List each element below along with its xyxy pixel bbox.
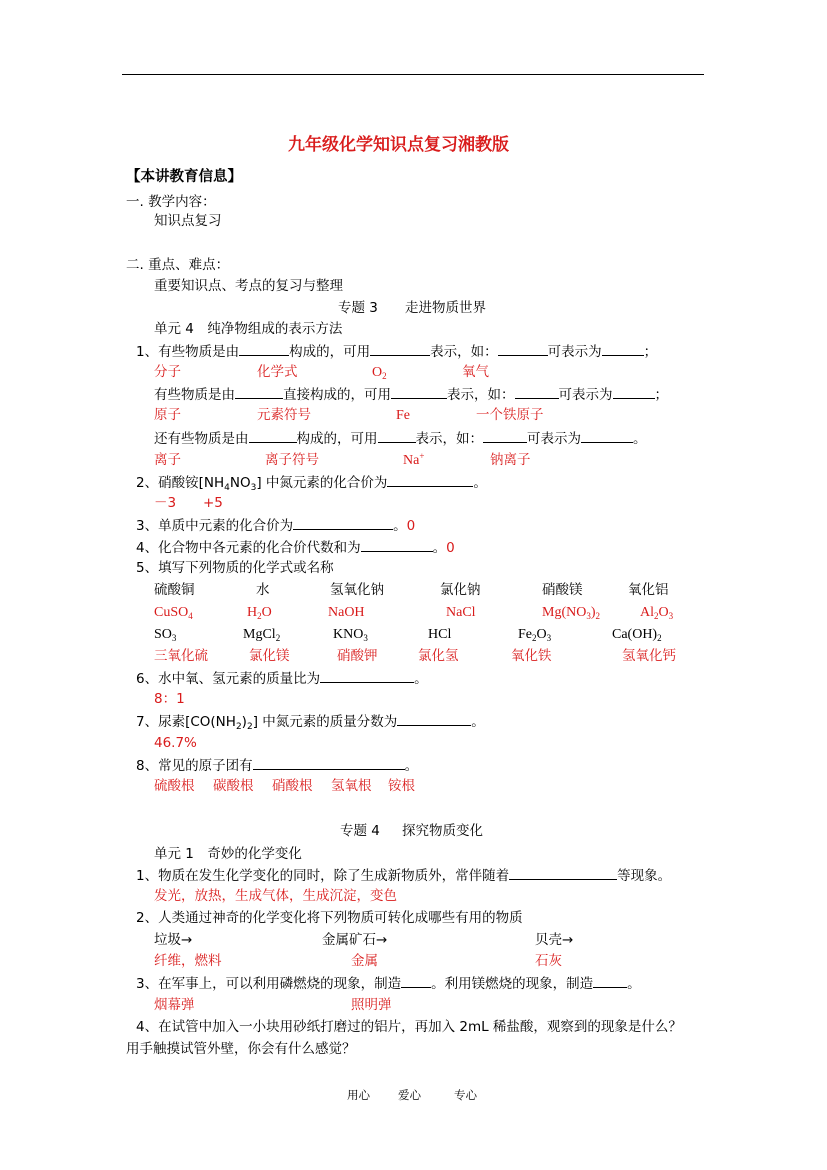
q5-answer-name-5: 氧化铁	[511, 648, 552, 664]
s2-label: 二. 重点、难点：	[126, 257, 230, 273]
q1-ans1-4: 氧气	[462, 364, 489, 380]
s1-content: 知识点复习	[154, 213, 222, 229]
blank[interactable]	[498, 342, 548, 356]
blank[interactable]	[397, 712, 471, 726]
q8-ans-2: 碳酸根	[213, 778, 254, 794]
blank[interactable]	[602, 342, 644, 356]
blank[interactable]	[581, 429, 633, 443]
blank[interactable]	[391, 385, 447, 399]
q5-formula-8: MgCl$_2$	[243, 627, 281, 643]
page-title: 九年级化学知识点复习湘教版	[288, 135, 509, 155]
q5-formula-11: $Fe_2O_3$	[518, 627, 552, 643]
q5-answer-name-3: 硝酸钾	[337, 648, 378, 664]
section-header: 【本讲教育信息】	[126, 169, 242, 185]
q5-answer-name-1: 三氧化硫	[154, 648, 208, 664]
q7-line: 7、尿素$[CO(NH_2)_2]$ 中氮元素的质量分数为 。	[136, 714, 485, 732]
q1-ans1-3: $O_2$	[372, 365, 387, 381]
q1-ans3-3: Na+	[403, 451, 425, 468]
blank[interactable]	[235, 385, 283, 399]
q2-line: 2、硝酸铵$[NH_4NO_3]$ 中氮元素的化合价为 。	[136, 475, 487, 493]
unit1-heading: 单元 1 奇妙的化学变化	[154, 846, 302, 862]
q1-b4: 可表示为	[558, 387, 613, 403]
q5-formula-10: HCl	[428, 627, 452, 642]
q8-ans-1: 硫酸根	[154, 778, 195, 794]
blank[interactable]	[370, 342, 430, 356]
q1-a4: 可表示为	[547, 344, 602, 360]
q1-line-b	[154, 385, 668, 404]
s1-label: 一. 教学内容：	[126, 194, 216, 210]
q1-ans2-1: 原子	[154, 407, 181, 423]
q1-ans2-2: 元素符号	[257, 407, 311, 423]
q1-c4: 可表示为	[527, 431, 581, 447]
p2-ans-3: 石灰	[535, 953, 562, 969]
p2-item-2: 金属矿石→	[322, 932, 388, 948]
blank[interactable]	[401, 974, 431, 988]
q1-c1: 还有些物质是由	[154, 431, 249, 447]
blank[interactable]	[613, 385, 655, 399]
q7-ans: 46.7%	[154, 735, 197, 751]
s2-content: 重要知识点、考点的复习与整理	[154, 278, 343, 294]
blank[interactable]	[378, 429, 416, 443]
topic4-title: 专题 4	[340, 823, 380, 839]
unit4-heading: 单元 4 纯净物组成的表示方法	[154, 321, 343, 337]
blank[interactable]	[387, 473, 473, 487]
blank[interactable]	[249, 429, 297, 443]
footer-1: 用心	[347, 1088, 370, 1102]
topic3-title: 专题 3	[338, 300, 378, 316]
q1-line-a	[136, 342, 657, 361]
q5-answer-name-6: 氢氧化钙	[622, 648, 676, 664]
q5-formula-1: CuSO$_4$	[154, 605, 193, 621]
q5-name-6: 氧化铝	[628, 582, 669, 598]
p3-ans-2: 照明弹	[351, 997, 392, 1013]
q5-formula-5: $Mg(NO_3)_2$	[542, 605, 601, 621]
q5-formula-12: $Ca(OH)_2$	[612, 627, 662, 643]
q5-name-3: 氢氧化钠	[330, 582, 384, 598]
q1-a1: 1、有些物质是由	[136, 344, 240, 360]
footer-3: 专心	[454, 1088, 477, 1102]
q5-formula-4: NaCl	[446, 605, 476, 620]
q1-b5: ；	[654, 387, 668, 403]
p2-item-1: 垃圾→	[154, 932, 193, 948]
topic3-name: 走进物质世界	[405, 300, 486, 316]
q1-c2: 构成的，可用	[296, 431, 378, 447]
q1-ans3-4: 钠离子	[490, 452, 531, 468]
q1-ans3-1: 离子	[154, 452, 181, 468]
q5-formula-6: $Al_2O_3$	[640, 605, 674, 621]
q5-name-2: 水	[256, 582, 270, 598]
q3-ans: 0	[406, 518, 416, 534]
q1-a5: ；	[643, 344, 658, 360]
q5-answer-name-4: 氯化氢	[418, 648, 459, 664]
blank[interactable]	[483, 429, 527, 443]
p2-ans-2: 金属	[351, 953, 378, 969]
footer-2: 爱心	[398, 1088, 421, 1102]
p4-line2: 用手触摸试管外壁，你会有什么感觉？	[126, 1041, 356, 1057]
p1-ans: 发光，放热，生成气体，生成沉淀，变色	[154, 888, 397, 904]
q5-formula-7: $SO_3$	[154, 627, 177, 643]
blank[interactable]	[253, 756, 405, 770]
q1-a3: 表示，如：	[430, 344, 498, 360]
q2-ans-1: －3	[154, 495, 177, 511]
p3-line: 3、在军事上，可以利用磷燃烧的现象，制造 。利用镁燃烧的现象，制造 。	[136, 976, 641, 992]
q1-ans2-4: 一个铁原子	[476, 407, 544, 423]
q8-ans-5: 铵根	[388, 778, 415, 794]
p3-ans-1: 烟幕弹	[154, 997, 195, 1013]
blank[interactable]	[509, 866, 617, 880]
q5-question: 5、填写下列物质的化学式或名称	[136, 560, 334, 576]
q1-c5: 。	[633, 431, 647, 447]
q5-name-1: 硫酸铜	[154, 582, 195, 598]
q1-c3: 表示，如：	[415, 431, 483, 447]
blank[interactable]	[515, 385, 559, 399]
q1-ans1-2: 化学式	[257, 364, 298, 380]
q6-ans: 8：1	[154, 691, 185, 707]
q5-formula-2: $H_2O$	[247, 605, 272, 621]
q1-ans2-3: Fe	[396, 408, 410, 423]
q8-line: 8、常见的原子团有 。	[136, 758, 419, 774]
blank[interactable]	[361, 538, 433, 552]
p1-line: 1、物质在发生化学变化的同时，除了生成新物质外，常伴随着 等现象。	[136, 868, 672, 884]
q8-ans-3: 硝酸根	[272, 778, 313, 794]
p2-item-3: 贝壳→	[535, 932, 574, 948]
q1-b3: 表示，如：	[447, 387, 515, 403]
q1-a2: 构成的，可用	[289, 344, 371, 360]
q8-ans-4: 氢氧根	[331, 778, 372, 794]
q5-answer-name-2: 氯化镁	[249, 648, 290, 664]
q5-formula-3: NaOH	[328, 605, 365, 620]
p4-line1: 4、在试管中加入一小块用砂纸打磨过的铝片，再加入 2mL 稀盐酸，观察到的现象是什么？	[136, 1019, 682, 1035]
q5-name-4: 氯化钠	[440, 582, 481, 598]
q1-ans1-1: 分子	[154, 364, 181, 380]
q1-b2: 直接构成的，可用	[283, 387, 391, 403]
q5-name-5: 硝酸镁	[542, 582, 583, 598]
p2-question: 2、人类通过神奇的化学变化将下列物质可转化成哪些有用的物质	[136, 910, 523, 926]
blank[interactable]	[239, 342, 289, 356]
header-rule	[122, 74, 704, 75]
q6-line: 6、水中氧、氢元素的质量比为 。	[136, 671, 428, 687]
q3-line: 3、单质中元素的化合价为 。0	[136, 518, 416, 534]
q2-ans-2: +5	[203, 495, 223, 511]
topic4-name: 探究物质变化	[402, 823, 483, 839]
q1-ans3-2: 离子符号	[265, 452, 319, 468]
blank[interactable]	[293, 516, 393, 530]
blank[interactable]	[593, 974, 627, 988]
blank[interactable]	[320, 669, 414, 683]
q4-line: 4、化合物中各元素的化合价代数和为 。0	[136, 540, 455, 556]
q1-line-c	[154, 429, 647, 448]
q1-b1: 有些物质是由	[154, 387, 235, 403]
q4-ans: 0	[446, 540, 455, 556]
p2-ans-1: 纤维，燃料	[154, 953, 222, 969]
q5-formula-9: $KNO_3$	[333, 627, 368, 643]
